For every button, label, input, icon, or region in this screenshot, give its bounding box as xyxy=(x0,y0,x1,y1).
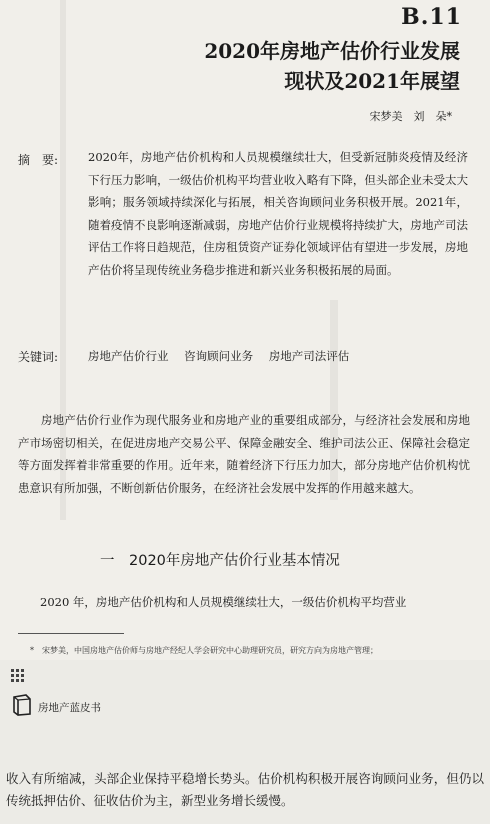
authors: 宋梦美 刘 朵* xyxy=(369,110,452,123)
footnote-rule xyxy=(18,633,124,634)
keyword: 房地产估价行业 xyxy=(88,349,169,363)
dot-grid-icon xyxy=(10,668,28,686)
intro-paragraph: 房地产估价行业作为现代服务业和房地产业的重要组成部分，与经济社会发展和房地产市场密切相关，在促进房地产交易公平、保障金融安全、维护司法公正、保障社会稳定等方面发挥着非常重要的作用。近年来，随着经济下行压力加大，部分房地产估价机构忧患意识有所加强，不断创新估价服务，在经济社会发展中发挥的作用越来越大。 xyxy=(18,413,470,495)
section-paragraph: 2020 年，房地产估价机构和人员规模继续壮大，一级估价机构平均营业 xyxy=(40,595,407,609)
footnote-line-1: * 宋梦美，中国房地产估价师与房地产经纪人学会研究中心助理研究员，研究方向为房地产管理； xyxy=(30,646,378,655)
chapter-code: B.11 xyxy=(401,4,462,30)
keywords-label: 关键词: xyxy=(18,350,59,364)
title-line-2: 现状及2021年展望 xyxy=(284,69,460,93)
section-heading: 一 2020年房地产估价行业基本情况 xyxy=(100,553,340,569)
keywords-list xyxy=(88,348,349,364)
book-icon xyxy=(12,694,32,716)
abstract-label: 摘 要: xyxy=(18,153,59,167)
keyword: 咨询顾问业务 xyxy=(184,349,254,363)
keyword: 房地产司法评估 xyxy=(268,349,350,363)
next-page-text: 收入有所缩减，头部企业保持平稳增长势头。估价机构积极开展咨询顾问业务，但仍以传统抵押估价、征收估价为主，新型业务增长缓慢。 xyxy=(6,771,484,808)
title-line-1: 2020年房地产估价行业发展 xyxy=(204,39,460,63)
abstract-text: 2020年，房地产估价机构和人员规模继续壮大，但受新冠肺炎疫情及经济下行压力影响，一级估价机构平均营业收入略有下降，但头部企业未受太大影响；服务领域持续深化与拓展，相关咨询顾问业务积极开展。2021年，随着疫情不良影响逐渐减弱，房地产估价行业规模将持续扩大，房地产司法评估工作将日趋规范，住房租赁资产证券化领域评估有望进一步发展，房地产估价将呈现传统业务稳步推进和新兴业务积极拓展的局面。 xyxy=(88,150,468,277)
article-title xyxy=(204,36,460,96)
series-name: 房地产蓝皮书 xyxy=(38,702,101,714)
